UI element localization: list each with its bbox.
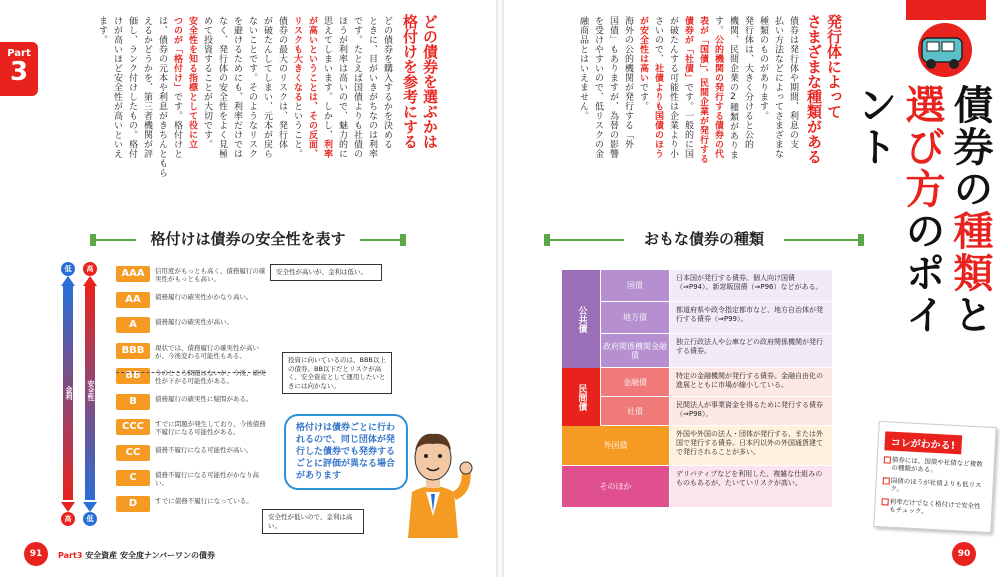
bond-type-description: 特定の金融機関が発行する債券。金融自由化の進展とともに市場が縮小している。 — [670, 368, 832, 396]
footer — [58, 550, 215, 561]
section-heading-types — [544, 228, 864, 252]
heading-line: どの債券を選ぶかは — [421, 14, 439, 149]
rating-description: 現状では、債務履行の確実性が高いが、今後変わる可能性もある。 — [155, 343, 259, 360]
text-line — [590, 16, 605, 212]
text-line — [304, 16, 319, 212]
bond-type-name: 外国債 — [562, 426, 669, 465]
bond-type-description: 都道府県や政令指定都市など、地方自治体が発行する債券（⇒P99）。 — [670, 302, 832, 333]
rating-description: 今のところ問題はないが、今後、確実性が下がる可能性がある。 — [155, 369, 266, 385]
rating-description: すでに問題が発生しており、今後債務不履行になる可能性がある。 — [155, 420, 266, 436]
text-line — [349, 16, 364, 212]
rating-grade: BB — [116, 368, 150, 384]
title-text: と — [947, 294, 993, 336]
rating-description: 信用度がもっとも高く、債務履行の確実性がもっとも高い。 — [155, 267, 266, 283]
body-text: 海外の公的機関が発行する「外 — [623, 16, 633, 149]
right-heading-text — [804, 14, 844, 164]
right-heading — [804, 14, 850, 214]
man-character — [390, 420, 476, 538]
text-line — [274, 16, 289, 212]
interest-label: 金利 — [65, 386, 73, 400]
right-page — [504, 0, 1000, 577]
title-highlight: 種類 — [947, 210, 993, 294]
text-line — [680, 16, 695, 212]
text-line — [665, 16, 680, 212]
page-number-left: 91 — [24, 542, 48, 566]
highlight-text: が安全性は高い — [638, 16, 648, 83]
text-line — [124, 16, 139, 212]
body-text: ということ。 — [292, 101, 302, 159]
body-text: えるかどうかを、第三者機関が評 — [142, 16, 152, 159]
body-text: 思えてしまいます。しかし、 — [322, 16, 332, 140]
rating-grade: C — [116, 470, 150, 486]
text-line — [169, 16, 184, 212]
body-text: 払い方法などによってさまざまな — [773, 16, 783, 159]
highlight-text: 債券が「社債」 — [683, 16, 693, 83]
body-text: さいので、 — [653, 16, 663, 64]
text-line — [635, 16, 650, 212]
safety-label: 安全性 — [87, 380, 95, 401]
bond-type-description: 独立行政法人や公庫などの政府関係機関が発行する債券。 — [670, 334, 832, 367]
left-heading-text — [400, 14, 440, 149]
checklist-title: コレがわかる! — [884, 431, 961, 454]
bond-type-name: そのほか — [562, 466, 669, 507]
summary-checklist — [873, 421, 996, 533]
highlight-text: リスクも大きくなる — [292, 16, 302, 102]
private-bond-category: 民間債 — [562, 368, 600, 426]
rating-description: 債務履行の確実性がかなり高い。 — [155, 292, 253, 301]
public-bond-category: 公共債 — [562, 270, 600, 368]
body-text: す。 — [713, 16, 723, 35]
section-heading-rating — [90, 228, 406, 252]
checklist-item: 国債のほうが社債よりも低リスク。 — [882, 476, 987, 497]
text-line — [575, 16, 590, 212]
title-line — [850, 84, 946, 344]
bond-type-description: 民間法人が事業資金を得るために発行する債券（⇒P98）。 — [670, 397, 832, 425]
text-line — [725, 16, 740, 212]
text-line — [244, 16, 259, 212]
title-highlight: 選び方 — [899, 84, 945, 210]
rating-grade: CCC — [116, 419, 150, 435]
safety-low-marker: 低 — [61, 262, 75, 276]
rating-description: 債務履行の確実性に疑問がある。 — [155, 394, 253, 403]
rating-grade: B — [116, 394, 150, 410]
text-line — [364, 16, 379, 212]
page-title-text — [850, 84, 994, 344]
rating-grade: BBB — [116, 343, 150, 359]
body-text: けが高いほど安全性が高いといえ — [112, 16, 122, 159]
text-line — [695, 16, 710, 212]
text-line — [620, 16, 635, 212]
interest-low-marker-bottom: 高 — [61, 512, 75, 526]
text-line — [605, 16, 620, 212]
red-arrow-top — [83, 276, 97, 286]
rating-grade: A — [116, 317, 150, 333]
right-body-text — [575, 16, 800, 212]
body-text: です。 — [638, 82, 648, 111]
body-text: ます。 — [97, 16, 107, 45]
footer-title: 安全資産 安全度ナンバーワンの債券 — [85, 551, 216, 560]
checklist-item: 債券には、国債や社債など複数の種類がある。 — [883, 455, 988, 476]
page-number-right: 90 — [952, 542, 976, 566]
bond-types-table — [562, 270, 832, 510]
safety-low-marker-bottom: 低 — [83, 512, 97, 526]
body-text: です。一般的に国 — [683, 82, 693, 159]
text-line — [94, 16, 109, 212]
book-gutter — [496, 0, 504, 577]
text-line — [259, 16, 274, 212]
text-line — [199, 16, 214, 212]
red-arrow-bottom — [83, 502, 97, 512]
left-body-text — [94, 16, 394, 212]
body-text: 融商品とはいえません。 — [578, 16, 588, 121]
text-line — [740, 16, 755, 212]
body-text: ときに、目がいきがちなのは利率 — [367, 16, 377, 159]
highlight-text: 社債よりも国債のほう — [653, 63, 663, 159]
footer-part: Part3 — [58, 551, 83, 560]
rating-grade: AA — [116, 292, 150, 308]
text-line — [139, 16, 154, 212]
bond-type-name: 政府関係機関金融債 — [601, 334, 669, 367]
note-low-safety: 安全性が低いので、金利は高い。 — [262, 509, 364, 534]
bond-type-description: 外国や外国の法人・団体が発行する、または外国で発行する債券。日本円以外の外国通貨建てで発行されることが多い。 — [670, 426, 832, 465]
body-text: 機関、民間企業の2種類がありま — [728, 16, 738, 160]
body-text: 発行体は、大きく分けると公的 — [743, 16, 753, 149]
page-title — [851, 84, 994, 344]
rating-grade: D — [116, 496, 150, 512]
body-text: 債券の最大のリスクは、発行体 — [277, 16, 287, 149]
body-text: 価し、ランク付けしたもの。格付 — [127, 16, 137, 159]
text-line — [770, 16, 785, 212]
left-body — [64, 16, 394, 212]
bond-type-name: 地方債 — [601, 302, 669, 333]
bond-type-name: 国債 — [601, 270, 669, 301]
body-text: を避けるためにも、利率だけでは — [232, 16, 242, 159]
part-tab-number: 3 — [9, 57, 29, 87]
body-text: 種類のものがあります。 — [758, 16, 768, 121]
investment-grade-divider — [116, 372, 266, 373]
blue-arrow-top — [61, 276, 75, 286]
heading-line: さまざまな種類がある — [805, 14, 823, 164]
section-title-rating: 格付けは債券の安全性を表す — [150, 230, 346, 248]
body-text: です。たとえば国債よりも社債の — [352, 16, 362, 159]
body-text: 債券は発行体や期間、利息の支 — [788, 16, 798, 149]
highlight-text: つのが「格付け」 — [172, 16, 182, 92]
body-text: を受けやすいので、低リスクの金 — [593, 16, 603, 159]
body-text: なく、発行体の安全性をよく見極 — [217, 16, 227, 159]
rating-description: 債務履行の確実性が高い。 — [155, 318, 233, 326]
highlight-text: が高いということは、その反面、 — [307, 16, 317, 159]
speech-bubble: 格付けは債券ごとに行われるので、同じ団体が発行した債券でも発券するごとに評価が異なる場合があります — [284, 414, 408, 490]
highlight-text: 表が「国債」、民間企業が発行する — [698, 16, 708, 164]
bond-type-description: 日本国が発行する債券。個人向け国債（⇒P94）、新窓販国債（⇒P96）などがある。 — [670, 270, 832, 301]
title-text: のポイント — [851, 84, 945, 336]
left-heading — [400, 14, 444, 214]
note-high-safety: 安全性が高いが、金利は低い。 — [270, 264, 382, 281]
text-line — [229, 16, 244, 212]
text-line — [154, 16, 169, 212]
text-line — [710, 16, 725, 212]
text-line — [319, 16, 334, 212]
text-line — [184, 16, 199, 212]
blue-arrow-bottom — [61, 502, 75, 512]
checklist-item: 利率だけでなく格付けで安全性もチェック。 — [881, 497, 986, 518]
text-line — [289, 16, 304, 212]
text-line — [755, 16, 770, 212]
highlight-text: 公的機関の発行する債券の代 — [713, 35, 723, 159]
note-investment-grade: 投資に向いているのは、BBB以上の債券。BB以下だとリスクが高く、安全資産として運用したいときには向かない。 — [282, 352, 392, 394]
title-line — [946, 84, 994, 344]
text-line — [334, 16, 349, 212]
body-text: が破たんしてしまい、元本が戻ら — [262, 16, 272, 159]
right-body — [562, 16, 800, 212]
body-text: が破たんする可能性は企業より小 — [668, 16, 678, 159]
text-line — [379, 16, 394, 212]
heading-line: 発行体によって — [825, 14, 843, 119]
body-text: です。格付けと — [172, 92, 182, 159]
rating-description: すでに債務不履行になっている。 — [155, 496, 253, 505]
bond-type-name: 社債 — [601, 397, 669, 425]
title-text: 債券の — [947, 84, 993, 210]
body-text: ないことです。そのようなリスク — [247, 16, 257, 159]
text-line — [214, 16, 229, 212]
car-mascot-icon — [908, 22, 982, 78]
part-tab-word: Part — [7, 48, 31, 59]
text-line — [650, 16, 665, 212]
rating-description: 債務不履行になる可能性がかなり高い。 — [155, 471, 259, 487]
highlight-text: 利率 — [322, 139, 332, 159]
body-text: 国債」もありますが、為替の影響 — [608, 16, 618, 159]
rating-grade: AAA — [116, 266, 150, 282]
body-text: ほうが利率は高いので、魅力的に — [337, 16, 347, 159]
highlight-text: 安全性を知る指標として役に立 — [187, 16, 197, 149]
part-tab — [0, 42, 38, 96]
rating-grade: CC — [116, 445, 150, 461]
body-text: めて投資することが大切です。 — [202, 16, 212, 149]
bond-type-description: デリバティブなどを利用した、複雑な仕組みのものもあるが、たいていリスクが高い。 — [670, 466, 832, 507]
interest-high-marker: 高 — [83, 262, 97, 276]
section-title-types: おもな債券の種類 — [643, 230, 764, 248]
title-top-bar — [906, 0, 986, 20]
text-line — [785, 16, 800, 212]
bond-type-name: 金融債 — [601, 368, 669, 396]
body-text: どの債券を購入するかを決める — [382, 16, 392, 149]
body-text: は、債券の元本や利息がきちんともら — [157, 16, 167, 178]
heading-line: 格付けを参考にする — [401, 14, 419, 149]
text-line — [109, 16, 124, 212]
left-page — [0, 0, 496, 577]
rating-description: 債務不履行になる可能性が高い。 — [155, 445, 253, 454]
